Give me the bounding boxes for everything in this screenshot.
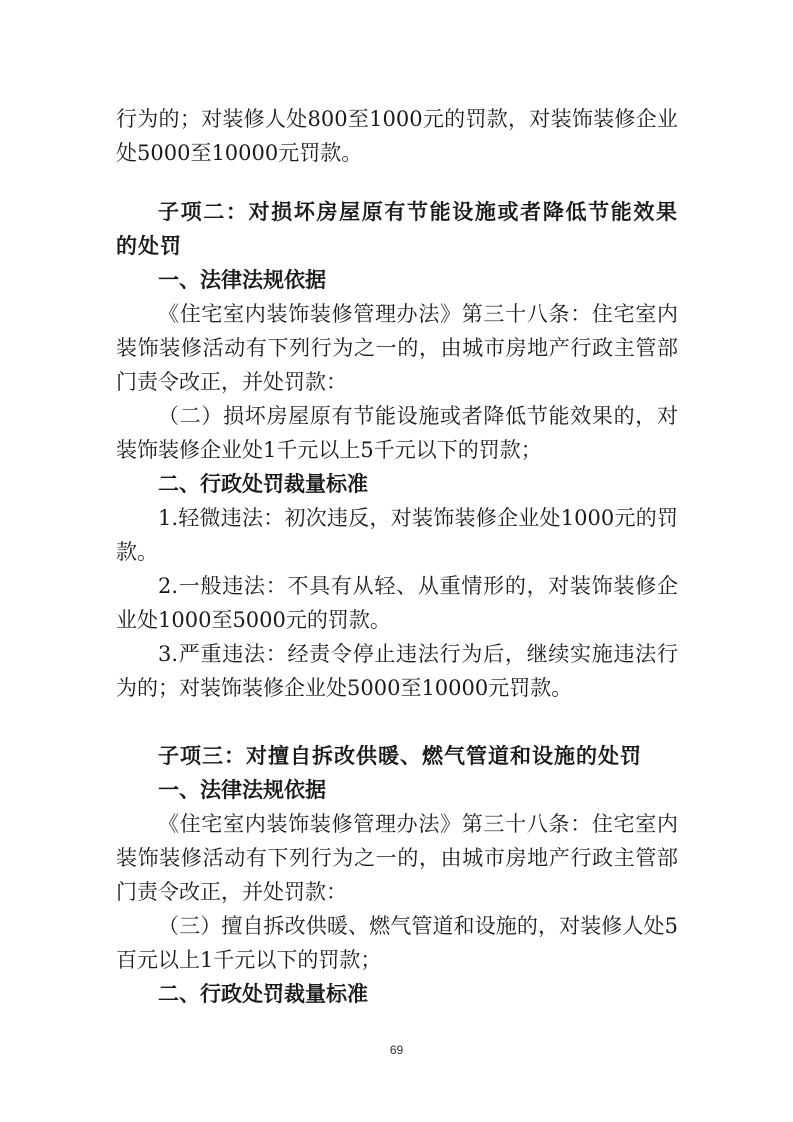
subitem-2-heading-legal-basis: 一、法律法规依据 <box>158 268 326 292</box>
subitem-2-standard-general: 2.一般违法：不具有从轻、从重情形的，对装饰装修企业处1000至5000元的罚款。 <box>116 574 678 632</box>
subitem-2-clause: （二）损坏房屋原有节能设施或者降低节能效果的，对装饰装修企业处1千元以上5千元以下的罚款； <box>116 404 678 462</box>
document-body <box>116 102 678 1011</box>
subitem-3-heading-legal-basis: 一、法律法规依据 <box>158 778 326 802</box>
subitem-3-clause: （三）擅自拆改供暖、燃气管道和设施的，对装修人处5百元以上1千元以下的罚款； <box>116 914 678 972</box>
subitem-2-heading-standard: 二、行政处罚裁量标准 <box>158 472 368 496</box>
subitem-2-title: 子项二：对损坏房屋原有节能设施或者降低节能效果的处罚 <box>116 200 678 258</box>
subitem-2-legal-basis-text: 《住宅室内装饰装修管理办法》第三十八条：住宅室内装饰装修活动有下列行为之一的，由城市房地产行政主管部门责令改正，并处罚款： <box>116 302 678 394</box>
subitem-3-title: 子项三：对擅自拆改供暖、燃气管道和设施的处罚 <box>158 744 642 768</box>
subitem-3-legal-basis-text: 《住宅室内装饰装修管理办法》第三十八条：住宅室内装饰装修活动有下列行为之一的，由城市房地产行政主管部门责令改正，并处罚款： <box>116 812 678 904</box>
paragraph-continuation: 行为的；对装修人处800至1000元的罚款，对装饰装修企业处5000至10000元罚款。 <box>116 107 678 165</box>
subitem-2-standard-minor: 1.轻微违法：初次违反，对装饰装修企业处1000元的罚款。 <box>116 506 678 564</box>
subitem-2-standard-serious: 3.严重违法：经责令停止违法行为后，继续实施违法行为的；对装饰装修企业处5000至10000元罚款。 <box>116 642 678 700</box>
page-number: 69 <box>389 1043 404 1057</box>
subitem-3-heading-standard: 二、行政处罚裁量标准 <box>158 982 368 1006</box>
